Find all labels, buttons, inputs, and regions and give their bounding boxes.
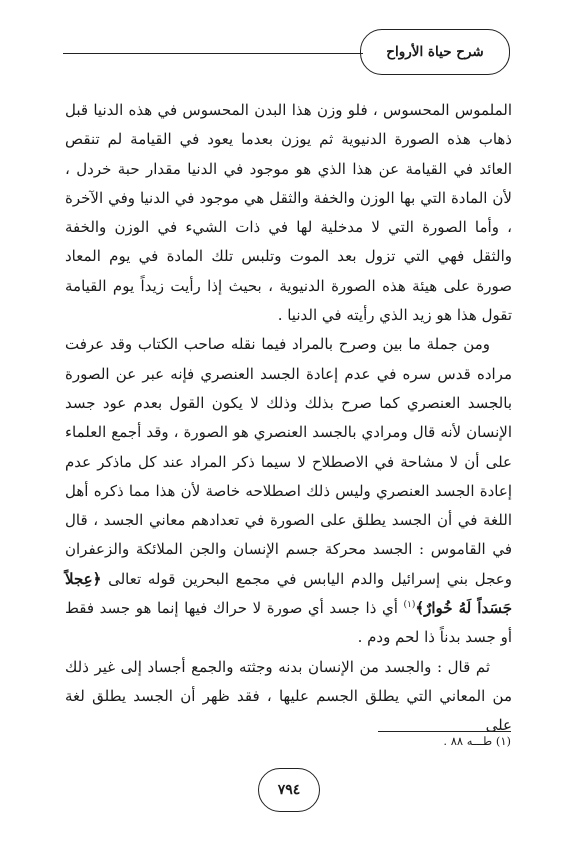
footnote-reference: (١)	[403, 600, 416, 611]
paragraph-1: الملموس المحسوس ، فلو وزن هذا البدن المحسوس في هذه الدنيا قبل ذهاب هذه الصورة الدنيوية ثم يوزن بعدما يعود في القيامة لم تنقص العائد في القيامة عن هذا الذي هو موجود في الدنيا مقدار حبة خردل ، لأن المادة التي بها الوزن والخفة والثقل هي موجود في الدنيا وفي الآخرة ، وأما الصورة التي لا مدخلية لها في ذات الشيء في الوزن والخفة والثقل فهي التي تزول بعد الموت وتلبس تلك المادة في يوم المعاد صورة على هيئة هذه الصورة الدنيوية ، بحيث إذا رأيت زيداً يوم القيامة تقول هذا هو زيد الذي رأيته في الدنيا .	[65, 101, 512, 325]
quran-verse: ﴿عِجلاً جَسَداً لَهُ خُوارٌ﴾	[65, 569, 512, 618]
footnote-rule	[378, 731, 511, 732]
page-number: ٧٩٤	[258, 768, 320, 812]
paragraph-3: ثم قال : والجسد من الإنسان بدنه وجثته والجمع أجساد إلى غير ذلك من المعاني التي يطلق الجسم عليها ، فقد ظهر أن الجسد يطلق لغة على	[65, 657, 512, 735]
footnote: (١) طـــه ٨٨ .	[443, 734, 511, 748]
header-rule	[63, 53, 363, 54]
body-text	[65, 96, 512, 741]
paragraph-2	[65, 330, 512, 652]
running-header: شرح حياة الأرواح	[360, 29, 510, 75]
paragraph-2-continuation: أي ذا جسد أي صورة لا حراك فيها إنما هو جسد فقط أو جسد بدناً ذا لحم ودم .	[65, 599, 512, 647]
paragraph-2-text: ومن جملة ما بين وصرح بالمراد فيما نقله صاحب الكتاب وقد عرفت مراده قدس سره في عدم إعادة الجسد العنصري فإنه عبر عن الصورة بالجسد العنصري كما صرح بذلك وذلك لا يكون القول بعدم عود جسد الإنسان لأنه قال ومرادي بالجسد العنصري هو الصورة ، وقد أجمع العلماء على أن لا مشاحة في الاصطلاح لا سيما ذكر المراد عند كل ماذكر عدم إعادة الجسد العنصري وليس ذلك اصطلاحه خاصة لأن هذا مما ذكره أهل اللغة في أن الجسد يطلق على الصورة في تعدادهم معاني الجسد ، قال في القاموس : الجسد محركة جسم الإنسان والجن الملائكة والزعفران وعجل بني إسرائيل والدم اليابس في مجمع البحرين قوله تعالى	[65, 335, 512, 588]
